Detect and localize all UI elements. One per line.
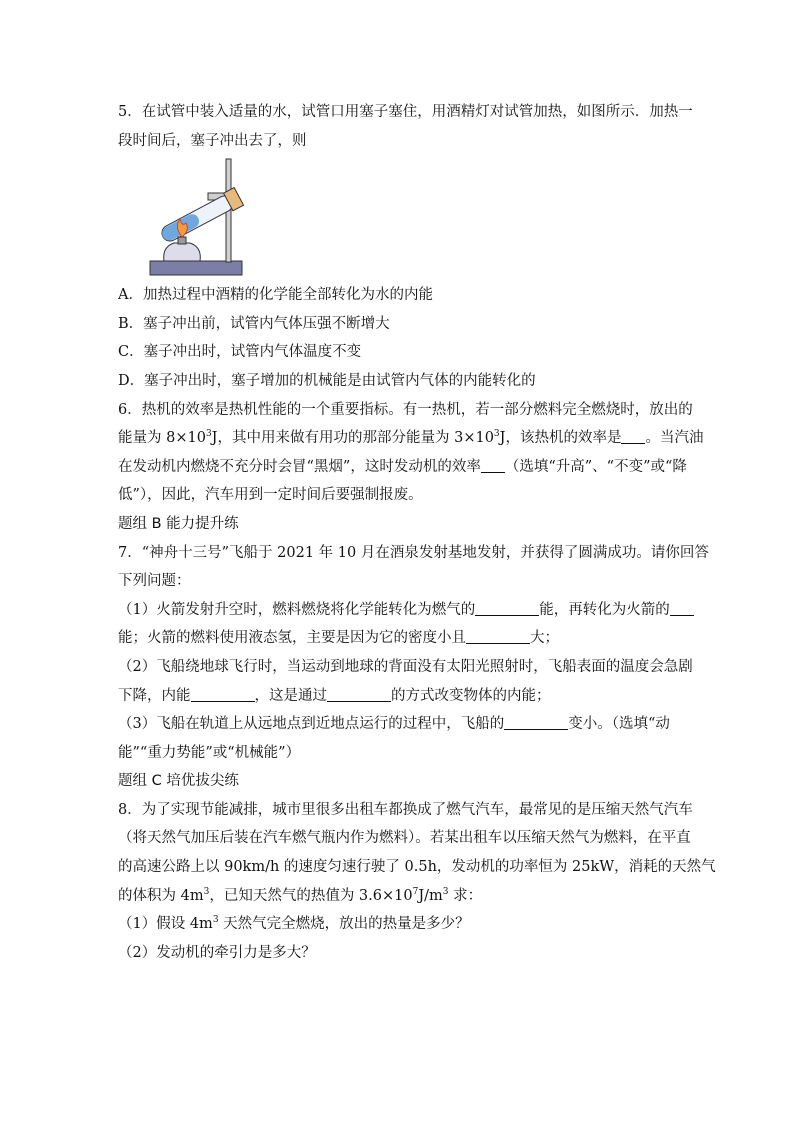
q5-option-a: A．加热过程中酒精的化学能全部转化为水的内能 <box>118 287 433 304</box>
group-b-heading: 题组 B 能力提升练 <box>118 515 239 532</box>
answer-blank-method[interactable] <box>327 685 391 702</box>
q7-text: 下降，内能 <box>118 687 191 704</box>
q8-stem-line2: （将天然气加压后装在汽车燃气瓶内作为燃料）。若某出租车以压缩天然气为燃料，在平直 <box>118 830 691 847</box>
q7-text: 能，再转化为火箭的 <box>539 601 670 618</box>
q7-text: ，这是通过 <box>254 687 327 704</box>
q7-stem-line1: 7．“神舟十三号”飞船于 2021 年 10 月在酒泉发射基地发射，并获得了圆满成功。请你回答 <box>118 544 709 561</box>
q7-text: 变小。（选填“动 <box>568 716 670 733</box>
exponent: 3 <box>212 915 219 926</box>
q6-text: J，其中用来做有用功的那部分能量为 3×10 <box>211 430 494 447</box>
q7-part2-line1: （2）飞船绕地球飞行时，当运动到地球的背面没有太阳光照射时，飞船表面的温度会急剧 <box>118 658 693 675</box>
exponent: 3 <box>205 429 212 440</box>
q8-text: ，已知天然气的热值为 3.6×10 <box>209 887 413 904</box>
q6-stem-line1: 6．热机的效率是热机性能的一个重要指标。有一热机，若一部分燃料完全燃烧时，放出的 <box>118 401 693 418</box>
q7-part1-line1 <box>118 596 678 625</box>
q8-sub2: （2）发动机的牵引力是多大？ <box>118 944 316 961</box>
q8-text: 天然气完全燃烧，放出的热量是多少？ <box>218 916 470 933</box>
exponent: 3 <box>493 429 500 440</box>
q6-text: J，该热机的效率是 <box>499 430 622 447</box>
q8-text: 的体积为 4m <box>118 887 204 904</box>
q8-stem-line4 <box>118 882 678 911</box>
answer-blank-rocket-energy[interactable] <box>670 599 694 616</box>
answer-blank-energy-type[interactable] <box>504 713 568 730</box>
q7-part3-line1 <box>118 710 678 739</box>
q7-part3-line2: 能”“重力势能”或“机械能”） <box>118 744 301 761</box>
test-tube-heating-figure <box>140 157 678 281</box>
stand-base <box>150 261 242 275</box>
alcohol-lamp <box>164 243 201 261</box>
q5-stem-line1: 5．在试管中装入适量的水，试管口用塞子塞住，用酒精灯对试管加热，如图所示．加热一 <box>118 104 693 120</box>
q6-text: （选填“升高”、“不变”或“降 <box>504 458 687 475</box>
q8-text: （1）假设 4m <box>118 916 213 933</box>
q7-text: （1）火箭发射升空时，燃料燃烧将化学能转化为燃气的 <box>118 601 476 618</box>
q8-stem-line3: 的高速公路上以 90km/h 的速度匀速行驶了 0.5h，发动机的功率恒为 25kW，消耗的天然气 <box>118 859 716 876</box>
q5-option-b: B．塞子冲出前，试管内气体压强不断增大 <box>118 315 390 332</box>
q8-sub1 <box>118 910 678 939</box>
exponent: 7 <box>412 886 419 897</box>
group-c-heading: 题组 C 培优拔尖练 <box>118 773 239 790</box>
q6-stem-line4: 低”），因此，汽车用到一定时间后要强制报废。 <box>118 487 423 504</box>
answer-blank-efficiency-change[interactable] <box>481 456 505 473</box>
apparatus-diagram <box>140 157 250 281</box>
q6-text: 在发动机内燃烧不充分时会冒“黑烟”，这时发动机的效率 <box>118 458 481 475</box>
q7-text: 的方式改变物体的内能； <box>391 687 551 704</box>
answer-blank-hydrogen-property[interactable] <box>466 627 530 644</box>
q7-stem-line2: 下列问题： <box>118 573 191 590</box>
q7-part1-line2 <box>118 624 678 653</box>
q5-stem-line2: 段时间后，塞子冲出去了，则 <box>118 132 307 149</box>
q7-text: （3）飞船在轨道上从远地点到近地点运行的过程中，飞船的 <box>118 716 505 733</box>
q8-stem-line1: 8．为了实现节能减排，城市里很多出租车都换成了燃气汽车，最常见的是压缩天然气汽车 <box>118 801 693 818</box>
q7-text: 大； <box>530 630 559 647</box>
worksheet-page <box>118 98 716 967</box>
answer-blank-gas-energy[interactable] <box>475 599 539 616</box>
q8-text: 求： <box>448 887 483 904</box>
lamp-wick-holder <box>178 237 186 244</box>
answer-blank-efficiency[interactable] <box>621 427 645 444</box>
exponent: 3 <box>203 886 210 897</box>
q8-text: J/m <box>418 887 443 904</box>
q7-part2-line2 <box>118 682 678 711</box>
q6-stem-line3 <box>118 453 687 482</box>
q6-stem-line2 <box>118 424 704 453</box>
q6-text: 。当汽油 <box>645 430 704 447</box>
q6-text: 能量为 8×10 <box>118 430 206 447</box>
exponent: 3 <box>442 886 449 897</box>
q5-option-d: D．塞子冲出时，塞子增加的机械能是由试管内气体的内能转化的 <box>118 372 536 389</box>
answer-blank-internal-energy[interactable] <box>191 685 255 702</box>
q7-text: 能；火箭的燃料使用液态氢，主要是因为它的密度小且 <box>118 630 466 647</box>
q5-option-c: C．塞子冲出时，试管内气体温度不变 <box>118 344 362 361</box>
